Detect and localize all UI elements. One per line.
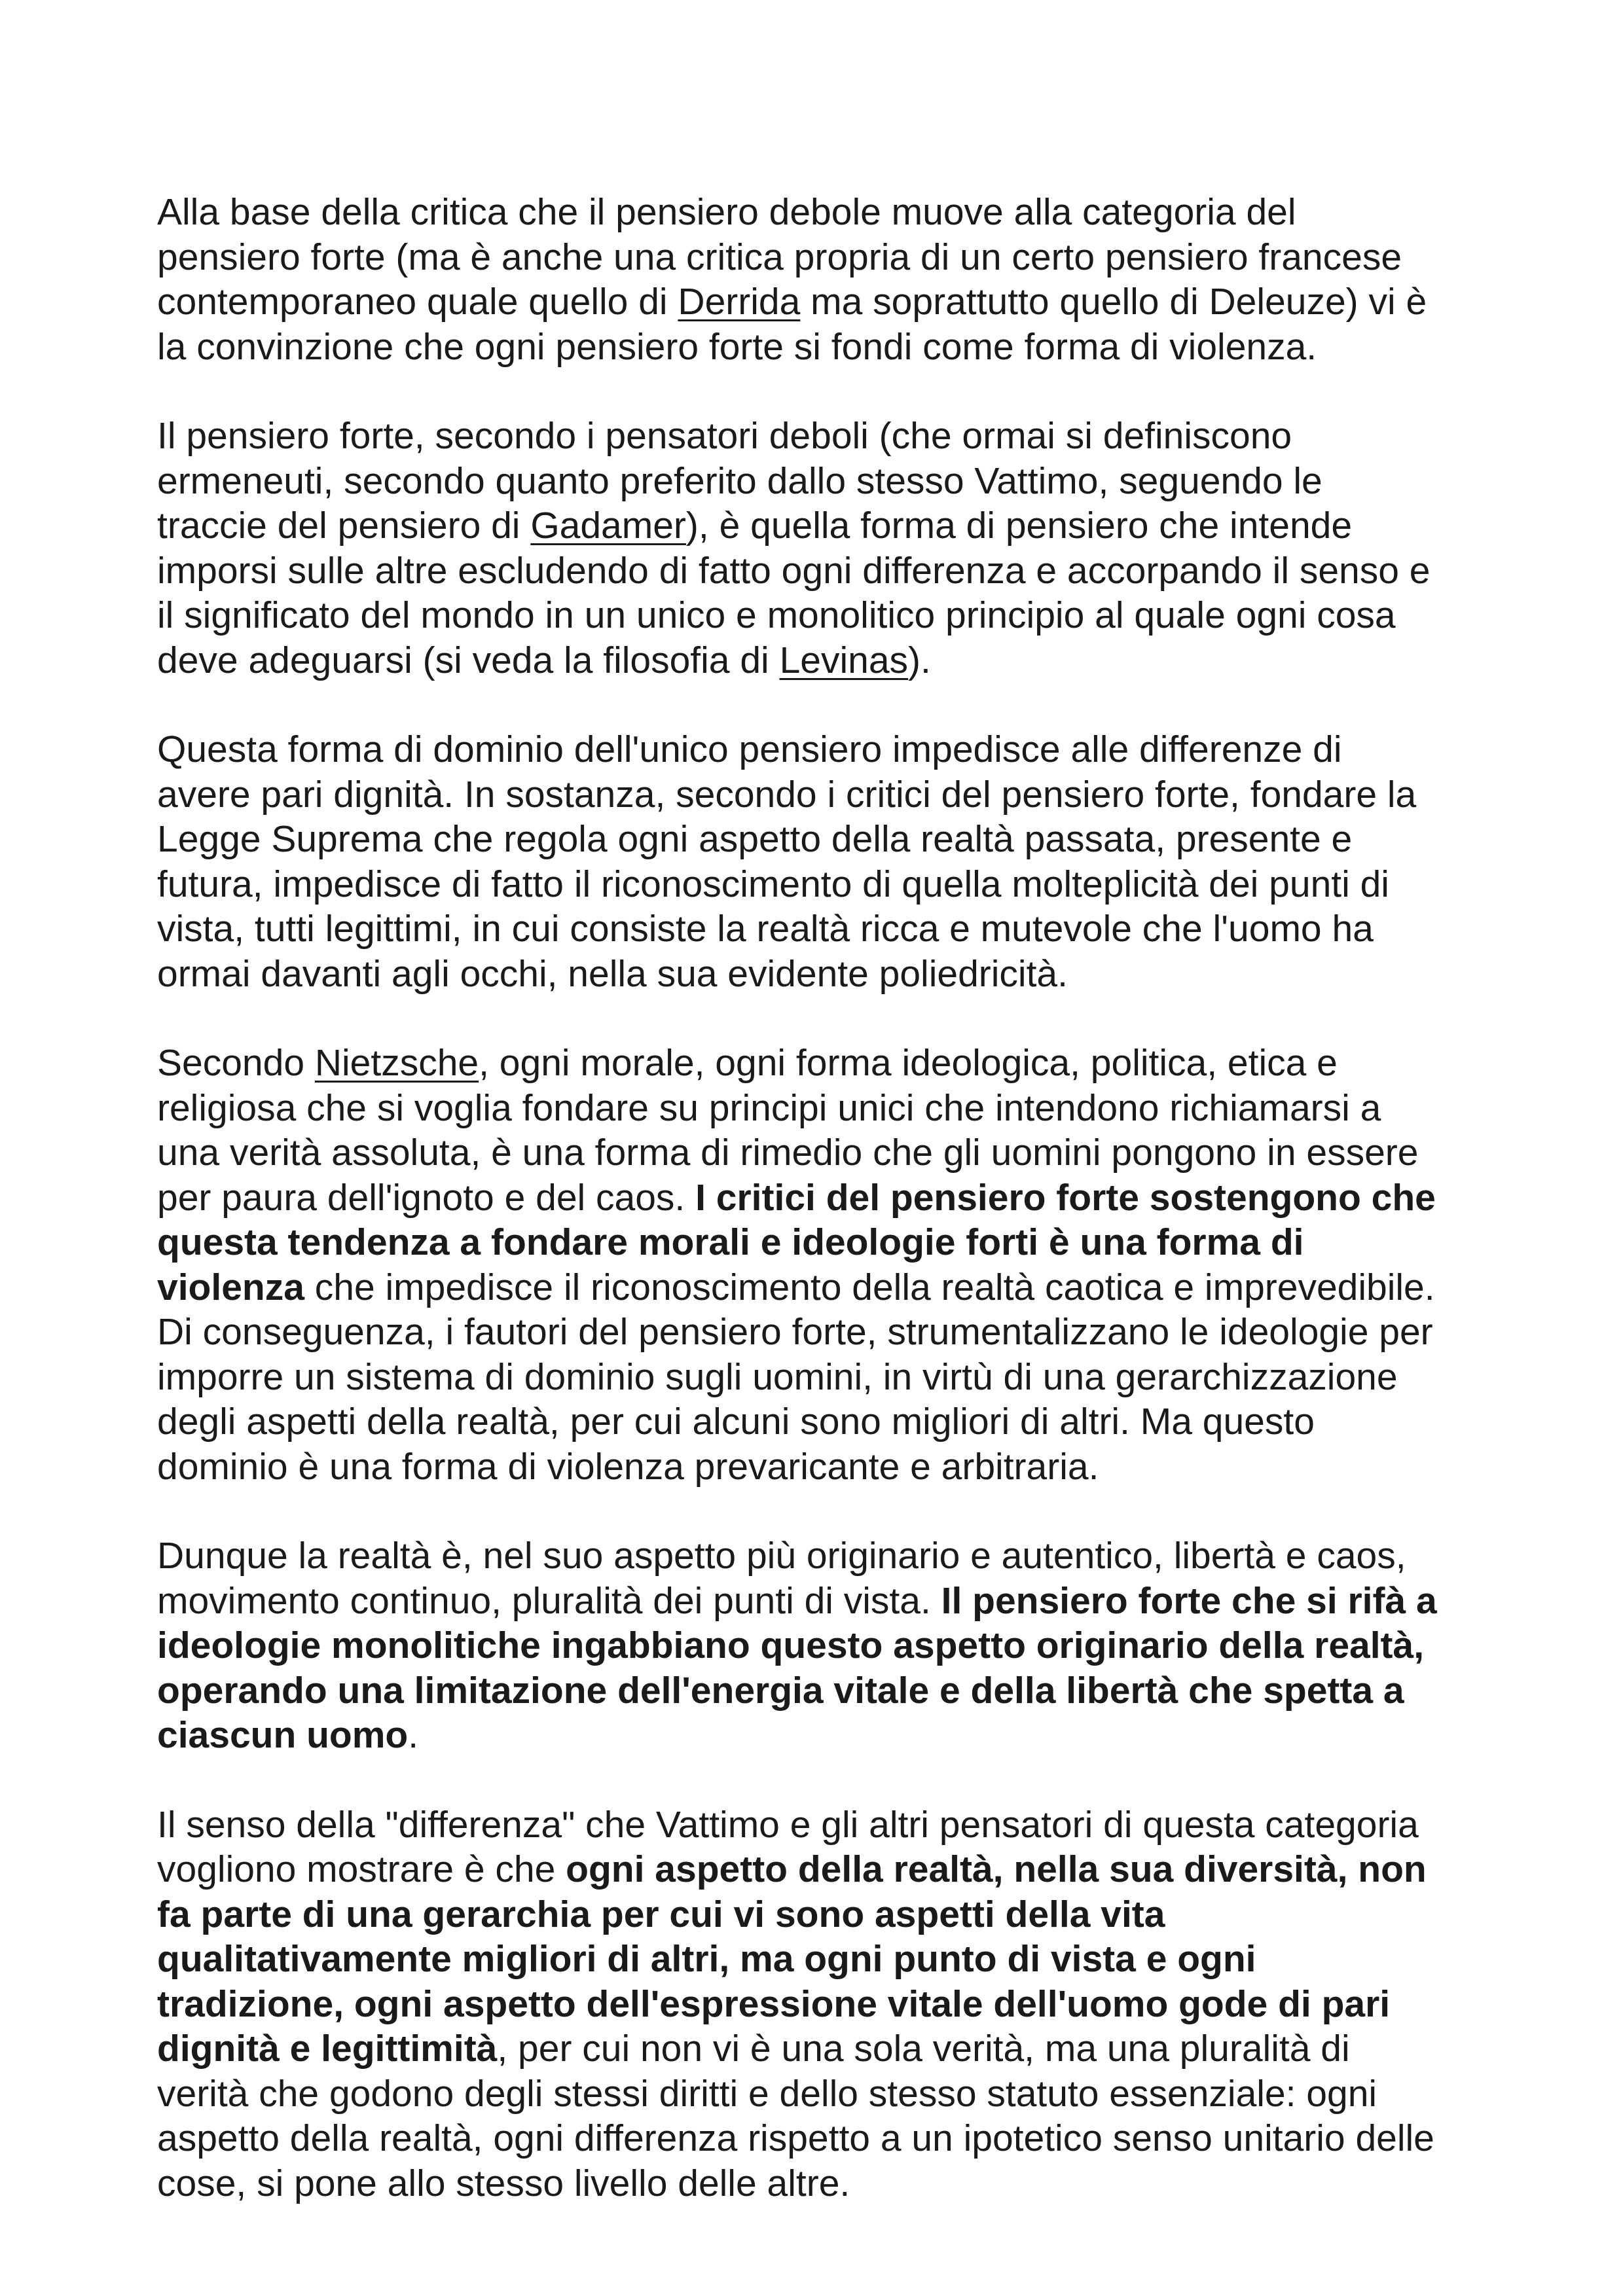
- text-line: [157, 1713, 1486, 1758]
- bold-text: dignità e legittimità: [157, 2028, 498, 2070]
- bold-text: violenza: [157, 1266, 304, 1308]
- text-line: [157, 1444, 1486, 1490]
- author-link[interactable]: Gadamer: [530, 505, 686, 547]
- body-text: la convinzione che ogni pensiero forte si fondi come forma di violenza.: [157, 325, 1317, 368]
- body-text: pensiero forte (ma è anche una critica propria di un certo pensiero francese: [157, 236, 1402, 278]
- paragraph: [157, 414, 1486, 683]
- body-text: Dunque la realtà è, nel suo aspetto più originario e autentico, libertà e caos,: [157, 1535, 1406, 1577]
- text-line: [157, 1130, 1486, 1175]
- text-line: [157, 2026, 1486, 2072]
- text-line: [157, 1220, 1486, 1265]
- bold-text: operando una limitazione dell'energia vitale e della libertà che spetta a: [157, 1669, 1404, 1712]
- body-text: Alla base della critica che il pensiero debole muove alla categoria del: [157, 191, 1296, 233]
- text-line: [157, 1892, 1486, 1937]
- body-text: una verità assoluta, è una forma di rimedio che gli uomini pongono in essere: [157, 1132, 1419, 1174]
- text-line: [157, 1175, 1486, 1221]
- text-line: [157, 1534, 1486, 1579]
- text-line: [157, 1399, 1486, 1444]
- body-text: Questa forma di dominio dell'unico pensiero impedisce alle differenze di: [157, 728, 1342, 770]
- bold-text: questa tendenza a fondare morali e ideologie forti è una forma di: [157, 1221, 1304, 1263]
- body-text: Il senso della "differenza" che Vattimo e gli altri pensatori di questa categoria: [157, 1803, 1419, 1846]
- text-line: [157, 235, 1486, 280]
- body-text: Secondo: [157, 1042, 315, 1084]
- text-line: [157, 727, 1486, 772]
- text-line: [157, 593, 1486, 638]
- body-text: avere pari dignità. In sostanza, secondo i critici del pensiero forte, fondare la: [157, 773, 1417, 816]
- body-text: ).: [908, 639, 931, 681]
- text-line: [157, 279, 1486, 325]
- paragraph: [157, 1803, 1486, 2206]
- text-line: [157, 638, 1486, 683]
- bold-text: ogni aspetto della realtà, nella sua diversità, non: [566, 1848, 1427, 1890]
- bold-text: I critici del pensiero forte sostengono che: [695, 1176, 1436, 1219]
- bold-text: fa parte di una gerarchia per cui vi sono aspetti della vita: [157, 1893, 1165, 1935]
- body-text: verità che godono degli stessi diritti e dello stesso statuto essenziale: ogni: [157, 2072, 1377, 2115]
- body-text: che impedisce il riconoscimento della realtà caotica e imprevedibile.: [304, 1266, 1435, 1308]
- body-text: ), è quella forma di pensiero che intende: [685, 505, 1353, 547]
- text-line: [157, 1355, 1486, 1400]
- text-line: [157, 2072, 1486, 2117]
- body-text: .: [408, 1714, 419, 1756]
- body-text: deve adeguarsi (si veda la filosofia di: [157, 639, 780, 681]
- body-text: vogliono mostrare è che: [157, 1848, 566, 1890]
- author-link[interactable]: Levinas: [779, 639, 909, 681]
- bold-text: qualitativamente migliori di altri, ma ogni punto di vista e ogni: [157, 1938, 1256, 1980]
- body-text: , per cui non vi è una sola verità, ma una pluralità di: [497, 2028, 1350, 2070]
- body-text: vista, tutti legittimi, in cui consiste la realtà ricca e mutevole che l'uomo ha: [157, 908, 1374, 950]
- body-text: Di conseguenza, i fautori del pensiero forte, strumentalizzano le ideologie per: [157, 1311, 1433, 1353]
- text-line: [157, 1086, 1486, 1131]
- text-line: [157, 817, 1486, 862]
- text-line: [157, 952, 1486, 997]
- author-link[interactable]: Derrida: [678, 281, 801, 323]
- body-text: , ogni morale, ogni forma ideologica, politica, etica e: [479, 1042, 1338, 1084]
- body-text: traccie del pensiero di: [157, 505, 531, 547]
- body-text: cose, si pone allo stesso livello delle altre.: [157, 2162, 850, 2204]
- body-text: per paura dell'ignoto e del caos.: [157, 1176, 696, 1219]
- body-text: futura, impedisce di fatto il riconoscimento di quella molteplicità dei punti di: [157, 863, 1389, 905]
- body-text: imporre un sistema di dominio sugli uomini, in virtù di una gerarchizzazione: [157, 1355, 1398, 1398]
- text-line: [157, 1623, 1486, 1668]
- body-text: degli aspetti della realtà, per cui alcuni sono migliori di altri. Ma questo: [157, 1401, 1315, 1443]
- bold-text: ideologie monolitiche ingabbiano questo aspetto originario della realtà,: [157, 1624, 1425, 1666]
- body-text: ma soprattutto quello di Deleuze) vi è: [800, 281, 1427, 323]
- body-text: religiosa che si voglia fondare su principi unici che intendono richiamarsi a: [157, 1086, 1381, 1129]
- text-line: [157, 548, 1486, 594]
- body-text: aspetto della realtà, ogni differenza rispetto a un ipotetico senso unitario delle: [157, 2117, 1434, 2159]
- text-line: [157, 1847, 1486, 1892]
- body-text: ermeneuti, secondo quanto preferito dallo stesso Vattimo, seguendo le: [157, 459, 1322, 502]
- paragraph: [157, 1041, 1486, 1489]
- text-line: [157, 2116, 1486, 2161]
- text-line: [157, 1668, 1486, 1713]
- text-line: [157, 1041, 1486, 1086]
- text-line: [157, 325, 1486, 370]
- body-text: Legge Suprema che regola ogni aspetto della realtà passata, presente e: [157, 818, 1353, 860]
- text-line: [157, 414, 1486, 459]
- body-text: contemporaneo quale quello di: [157, 281, 678, 323]
- text-line: [157, 1937, 1486, 1982]
- body-text: ormai davanti agli occhi, nella sua evidente poliedricità.: [157, 952, 1068, 995]
- bold-text: Il pensiero forte che si rifà a: [941, 1579, 1437, 1622]
- text-line: [157, 503, 1486, 548]
- text-line: [157, 1265, 1486, 1310]
- text-line: [157, 1310, 1486, 1355]
- text-line: [157, 772, 1486, 817]
- text-line: [157, 190, 1486, 235]
- bold-text: ciascun uomo: [157, 1714, 409, 1756]
- body-text: movimento continuo, pluralità dei punti di vista.: [157, 1579, 941, 1622]
- text-line: [157, 1579, 1486, 1624]
- text-line: [157, 459, 1486, 504]
- text-line: [157, 906, 1486, 952]
- text-line: [157, 862, 1486, 907]
- paragraph: [157, 190, 1486, 369]
- body-text: il significato del mondo in un unico e monolitico principio al quale ogni cosa: [157, 594, 1396, 636]
- body-text: imporsi sulle altre escludendo di fatto ogni differenza e accorpando il senso e: [157, 549, 1431, 592]
- author-link[interactable]: Nietzsche: [314, 1042, 479, 1084]
- text-line: [157, 1982, 1486, 2027]
- document-page: [157, 190, 1486, 2250]
- text-line: [157, 1803, 1486, 1848]
- body-text: Il pensiero forte, secondo i pensatori deboli (che ormai si definiscono: [157, 415, 1292, 457]
- paragraph: [157, 1534, 1486, 1758]
- paragraph: [157, 727, 1486, 996]
- text-line: [157, 2161, 1486, 2206]
- bold-text: tradizione, ogni aspetto dell'espressione vitale dell'uomo gode di pari: [157, 1982, 1391, 2025]
- body-text: dominio è una forma di violenza prevaricante e arbitraria.: [157, 1445, 1099, 1488]
